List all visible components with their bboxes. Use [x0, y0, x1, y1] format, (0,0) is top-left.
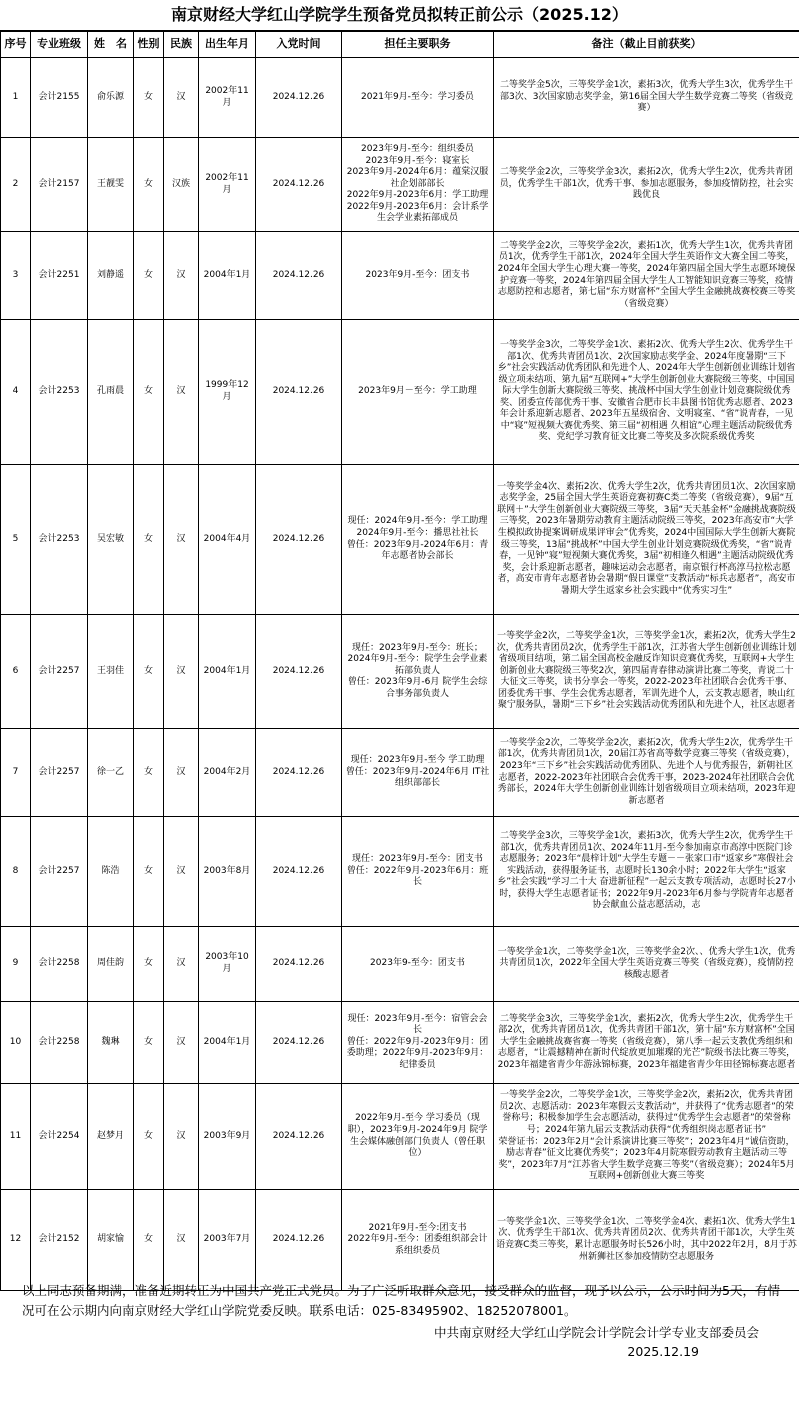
row-name: 俞乐源 — [88, 58, 134, 138]
table-row — [1, 465, 799, 615]
row-birth: 2002年11月 — [199, 138, 256, 232]
row-number: 7 — [1, 729, 31, 817]
row-birth: 2003年9月 — [199, 1084, 256, 1190]
row-birth: 2004年4月 — [199, 465, 256, 615]
row-number: 10 — [1, 1002, 31, 1084]
table-row — [1, 927, 799, 1002]
row-nation: 汉 — [164, 1190, 199, 1291]
row-sex: 女 — [134, 615, 164, 729]
row-duty: 2023年9-至今：团支书 — [342, 927, 494, 1002]
row-birth: 2004年2月 — [199, 729, 256, 817]
table-row — [1, 320, 799, 465]
row-awards: 一等奖学金4次、素拓2次、优秀大学生2次，优秀共青团员1次、2次国家励志奖学金，25届全国大学生英语竞赛初赛C类二等奖（省级竞赛），9届“互联网＋”大学生创新创业大赛院级三等奖，3届“天天基金杯”金融挑战赛院级三等奖，2023年暑期劳动教育主题活动院级三等奖，2023年高安市“大学生模拟政协提案调研成果评审会”优秀奖，2024中国国际大学生创新大赛院级三等奖，13届“挑战杯”中国大学生创业计划竞赛院级优秀奖，“省”说青春，一见钟“寝”短视频大赛优秀奖，3届“初相逢久相遇”主题活动院级优秀奖，会计系迎新志愿者，趣味运动会志愿者，南京银行杯高淳马拉松志愿者，高安市青年志愿者协会暑期“假日课堂”支教活动“标兵志愿者”，高安市暑期大学生返家乡社会实践中“优秀实习生” — [494, 465, 799, 615]
row-sex: 女 — [134, 138, 164, 232]
table-row — [1, 817, 799, 927]
row-awards: 二等奖学金5次，三等奖学金1次，素拓3次，优秀大学生3次，优秀学生干部3次、3次国家励志奖学金，第16届全国大学生数学竞赛二等奖（省级竞赛） — [494, 58, 799, 138]
row-name: 赵梦月 — [88, 1084, 134, 1190]
row-number: 4 — [1, 320, 31, 465]
row-duty: 2021年9月-至今:团支书 2022年9月-至今：团委组织部会计系组织委员 — [342, 1190, 494, 1291]
row-birth: 2002年11月 — [199, 58, 256, 138]
notice-date: 2025.12.19 — [627, 1344, 699, 1359]
row-name: 刘静遥 — [88, 232, 134, 320]
row-class: 会计2253 — [31, 465, 88, 615]
row-nation: 汉 — [164, 729, 199, 817]
row-sex: 女 — [134, 1002, 164, 1084]
row-awards: 二等奖学金2次，三等奖学金2次，素拓1次，优秀大学生1次，优秀共青团员1次，优秀学生干部1次，2024年全国大学生英语作文大赛全国二等奖，2024年全国大学生心理大赛一等奖，2024年第四届全国大学生志愿环境保护竞赛一等奖，2024年第四届全国大学生人工智能知识竞赛三等奖，疫情志愿防控和志愿者，第七届“东方财富杯”全国大学生金融挑战赛校赛三等奖（省级竞赛） — [494, 232, 799, 320]
table-row — [1, 138, 799, 232]
row-birth: 2003年7月 — [199, 1190, 256, 1291]
row-sex: 女 — [134, 1084, 164, 1190]
row-join-date: 2024.12.26 — [256, 729, 342, 817]
row-sex: 女 — [134, 1190, 164, 1291]
table-row — [1, 615, 799, 729]
row-name: 王羽佳 — [88, 615, 134, 729]
row-awards: 一等奖学金1次，二等奖学金1次，三等奖学金2次、、优秀大学生1次，优秀共青团员1次，2022年全国大学生英语竞赛三等奖（省级竞赛），疫情防控核酸志愿者 — [494, 927, 799, 1002]
row-name: 吴宏敏 — [88, 465, 134, 615]
row-join-date: 2024.12.26 — [256, 58, 342, 138]
row-join-date: 2024.12.26 — [256, 1002, 342, 1084]
row-join-date: 2024.12.26 — [256, 465, 342, 615]
row-duty: 现任：2024年9月-至今：学工助理 2024年9月-至今：播思社社长 曾任：2023年9月-2024年6月：青年志愿者协会部长 — [342, 465, 494, 615]
row-sex: 女 — [134, 58, 164, 138]
row-number: 11 — [1, 1084, 31, 1190]
row-number: 12 — [1, 1190, 31, 1291]
row-sex: 女 — [134, 465, 164, 615]
row-duty: 2023年9月-至今：组织委员 2023年9月-至今：寝室长 2023年9月-2024年6月：蕴棠汉服社企划部部长 2022年9月-2023年6月：学工助理 2022年9月-2023年6月：会计系学生会学业素拓部成员 — [342, 138, 494, 232]
row-birth: 2003年10月 — [199, 927, 256, 1002]
row-join-date: 2024.12.26 — [256, 232, 342, 320]
header-duty: 担任主要职务 — [342, 32, 494, 58]
header-nation: 民族 — [164, 32, 199, 58]
notice-organization: 中共南京财经大学红山学院会计学院会计学专业支部委员会 — [433, 1325, 759, 1340]
row-awards: 一等奖学金1次、三等奖学金1次、二等奖学金4次、素拓1次、优秀大学生1次、优秀学生干部1次、优秀共青团员2次、优秀共青团干部1次，大学生英语竞赛C类三等奖，累计志愿服务时长526小时，其中2022年2月，8月于苏州新狮社区参加疫情防空志愿服务 — [494, 1190, 799, 1291]
header-birth: 出生年月 — [199, 32, 256, 58]
header-award: 备注（截止目前获奖） — [494, 32, 799, 58]
row-nation: 汉 — [164, 817, 199, 927]
row-class: 会计2155 — [31, 58, 88, 138]
row-join-date: 2024.12.26 — [256, 927, 342, 1002]
row-number: 9 — [1, 927, 31, 1002]
row-number: 6 — [1, 615, 31, 729]
row-duty: 现任：2023年9月-至今：宿管会会长 曾任：2022年9月-2023年9月：团委助理；2022年9月-2023年9月：纪律委员 — [342, 1002, 494, 1084]
row-class: 会计2157 — [31, 138, 88, 232]
row-join-date: 2024.12.26 — [256, 138, 342, 232]
row-name: 徐一乙 — [88, 729, 134, 817]
row-class: 会计2251 — [31, 232, 88, 320]
row-class: 会计2257 — [31, 729, 88, 817]
row-sex: 女 — [134, 927, 164, 1002]
table-row — [1, 729, 799, 817]
row-nation: 汉 — [164, 615, 199, 729]
row-birth: 2004年1月 — [199, 232, 256, 320]
notice-footer — [0, 1273, 799, 1417]
row-join-date: 2024.12.26 — [256, 1190, 342, 1291]
row-class: 会计2258 — [31, 1002, 88, 1084]
row-nation: 汉 — [164, 1002, 199, 1084]
row-awards: 二等奖学金3次，三等奖学金1次，素拓3次，优秀大学生2次，优秀学生干部1次，优秀共青团员1次、2024年11月-至今参加南京市高淳中医院门诊志愿服务；2023年“晨梓计划”大学生专题－－张家口市“返家乡”寒假社会实践活动，获得服务证书，志愿时长130余小时；2022年大学生“返家乡”社会实践“学习二十大 奋进新征程”一起云支教专项活动，志愿时长27小时，获得大学生志愿者证书；2022年9月-2023年6月参与学院青年志愿者协会献血公益志愿活动，志 — [494, 817, 799, 927]
row-duty: 2021年9月-至今：学习委员 — [342, 58, 494, 138]
row-awards: 二等奖学金2次，三等奖学金3次，素拓2次，优秀大学生2次，优秀共青团员，优秀学生干部1次，优秀干事、参加志愿服务，参加疫情防控，社会实践优良 — [494, 138, 799, 232]
row-nation: 汉 — [164, 320, 199, 465]
header-name: 姓 名 — [88, 32, 134, 58]
row-duty: 现任：2023年9月-至今：班长； 2024年9月-至今：院学生会学业素拓部负责人 曾任：2023年9月-6月 院学生会综合事务部负责人 — [342, 615, 494, 729]
row-number: 2 — [1, 138, 31, 232]
table-row — [1, 232, 799, 320]
row-class: 会计2253 — [31, 320, 88, 465]
candidate-table — [0, 31, 799, 1291]
header-join: 入党时间 — [256, 32, 342, 58]
row-name: 孔雨晨 — [88, 320, 134, 465]
row-awards: 二等奖学金3次，三等奖学金1次，素拓2次，优秀大学生2次，优秀学生干部2次，优秀共青团员1次，优秀共青团干部1次，第十届“东方财富杯”全国大学生金融挑战赛省赛一等奖（省级竞赛），第八季一起云支教优秀组织和志愿者，“让震撼精神在新时代绽放更加璀璨的光芒”院级书法比赛三等奖，2023年福建省青少年游泳锦标赛，2023年福建省青少年田径锦标赛志愿者 — [494, 1002, 799, 1084]
row-birth: 2004年1月 — [199, 1002, 256, 1084]
row-sex: 女 — [134, 729, 164, 817]
row-birth: 1999年12月 — [199, 320, 256, 465]
row-duty: 2023年9月-至今：团支书 — [342, 232, 494, 320]
row-duty: 2022年9月-至今 学习委员（现职），2023年9月-2024年9月 院学生会媒体融创部门负责人（曾任职位） — [342, 1084, 494, 1190]
row-join-date: 2024.12.26 — [256, 1084, 342, 1190]
row-awards: 一等奖学金3次，二等奖学金1次、素拓2次、优秀大学生2次、优秀学生干部1次、优秀共青团员1次、2次国家励志奖学金、2024年度暑期“三下乡”社会实践活动优秀团队和先进个人、2024年大学生创新创业训练计划省级立项未结项、第九届“互联网+”大学生创新创业大赛院级三等奖、中国国际大学生创新大赛院级三等奖、挑战杯中国大学生创业计划竞赛院级优秀奖、团委宣传部优秀干事、安徽省合肥市长丰县图书馆优秀志愿者、2023年会计系迎新志愿者、2023年五星级宿舍、文明寝室、“省”说青春，一见中“寝”短视频大赛优秀奖、第三届“初相遇 久相谊”心理主题活动院级优秀奖、党纪学习教育征文比赛二等奖及多次院系级优秀奖 — [494, 320, 799, 465]
notice-paragraph: 以上同志预备期满，准备近期转正为中国共产党正式党员。为了广泛听取群众意见，接受群众的监督，现予以公示，公示时间为5天，有情况可在公示期内向南京财经大学红山学院党委反映。联系电话：025-83495902、18252078001。 — [22, 1283, 780, 1318]
row-birth: 2003年8月 — [199, 817, 256, 927]
row-name: 陈浩 — [88, 817, 134, 927]
row-awards: 一等奖学金2次，二等奖学金1次，三等奖学金2次，素拓2次，优秀共青团员2次、志愿活动：2023年寒假云支教活动”，并获得了“优秀志愿者”的荣誉称号；积极参加学生会志愿活动，获得过“优秀学生会志愿者”的荣誉称号；2024年第九届云支教活动获得“优秀组织岗志愿者证书” 荣誉证书：2023年2月“会计系演讲比赛三等奖”；2023年4月“诚信资助，励志青春”征文比赛优秀奖”；2023年4月院寒假劳动教育主题活动三等奖”，2023年7月“江苏省大学生数学竞赛三等奖”（省级竞赛）；2024年5月 互联网+创新创业大赛三等奖 — [494, 1084, 799, 1190]
row-class: 会计2254 — [31, 1084, 88, 1190]
row-join-date: 2024.12.26 — [256, 320, 342, 465]
row-duty: 2023年9月－至今：学工助理 — [342, 320, 494, 465]
header-no: 序号 — [1, 32, 31, 58]
table-header-row — [1, 32, 799, 58]
row-nation: 汉 — [164, 232, 199, 320]
row-sex: 女 — [134, 232, 164, 320]
row-nation: 汉族 — [164, 138, 199, 232]
header-class: 专业班级 — [31, 32, 88, 58]
table-row — [1, 1084, 799, 1190]
table-row — [1, 1002, 799, 1084]
header-sex: 性别 — [134, 32, 164, 58]
row-duty: 现任：2023年9月-至今 学工助理 曾任：2023年9月-2024年6月 IT社组织部部长 — [342, 729, 494, 817]
row-class: 会计2258 — [31, 927, 88, 1002]
row-name: 胡家愉 — [88, 1190, 134, 1291]
page-title: 南京财经大学红山学院学生预备党员拟转正前公示（2025.12） — [0, 0, 799, 31]
row-awards: 一等奖学金2次，二等奖学金1次，三等奖学金1次，素拓2次，优秀大学生2次，优秀共青团员2次，优秀学生干部1次，江苏省大学生创新创业训练计划省级项目结项，第二届全国高校金融反诈知识竞赛优秀奖，互联网+大学生创新创业大赛院级三等奖2次，第四届青春律动演讲比赛二等奖，青说二十大征文三等奖，读书分享会一等奖，2022-2023年社团联合会优秀干事、团委优秀干事、学生会优秀志愿者，军训先进个人，云支教志愿者，映山红聚宁服务队，暑期“三下乡”社会实践活动优秀团队和先进个人，社区志愿者 — [494, 615, 799, 729]
row-birth: 2004年1月 — [199, 615, 256, 729]
row-join-date: 2024.12.26 — [256, 817, 342, 927]
row-class: 会计2257 — [31, 615, 88, 729]
row-nation: 汉 — [164, 58, 199, 138]
row-name: 周佳韵 — [88, 927, 134, 1002]
row-duty: 现任：2023年9月-至今：团支书 曾任：2022年9月-2023年6月：班长 — [342, 817, 494, 927]
row-number: 1 — [1, 58, 31, 138]
row-number: 5 — [1, 465, 31, 615]
row-name: 魏琳 — [88, 1002, 134, 1084]
row-sex: 女 — [134, 817, 164, 927]
row-name: 王靓雯 — [88, 138, 134, 232]
row-nation: 汉 — [164, 465, 199, 615]
row-join-date: 2024.12.26 — [256, 615, 342, 729]
row-class: 会计2257 — [31, 817, 88, 927]
row-nation: 汉 — [164, 1084, 199, 1190]
table-row — [1, 58, 799, 138]
row-nation: 汉 — [164, 927, 199, 1002]
row-sex: 女 — [134, 320, 164, 465]
row-class: 会计2152 — [31, 1190, 88, 1291]
row-number: 3 — [1, 232, 31, 320]
row-awards: 一等奖学金2次，二等奖学金2次，素拓2次，优秀大学生2次，优秀学生干部1次，优秀共青团员1次，20届江苏省高等数学竞赛三等奖（省级竞赛），2023年“三下乡”社会实践活动优秀团队、先进个人与优秀报告，新朝社区志愿者，2022-2023年社团联合会优秀干事，2023-2024年社团联合会优秀部长，2024年大学生创新创业训练计划省级项目立项未结项，2023年迎新志愿者 — [494, 729, 799, 817]
row-number: 8 — [1, 817, 31, 927]
